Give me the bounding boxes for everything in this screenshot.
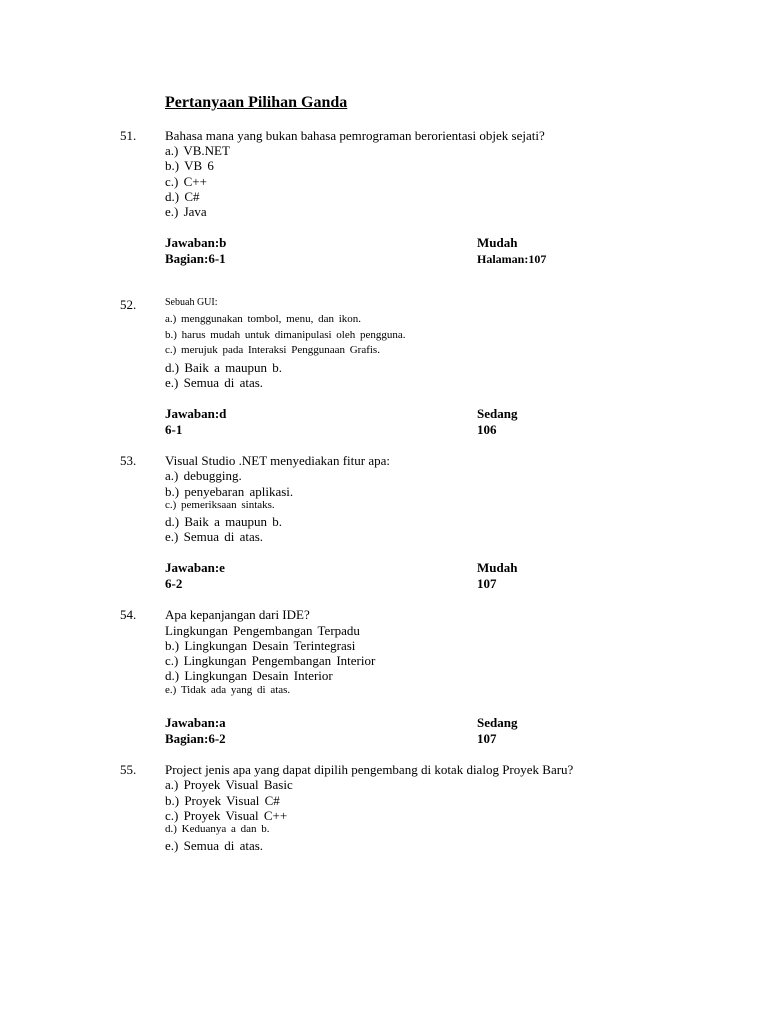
answer-label: Jawaban:d [165,406,227,421]
question-text: Project jenis apa yang dapat dipilih pengembang di kotak dialog Proyek Baru? [165,762,574,777]
option-a: Lingkungan Pengembangan Terpadu [165,623,360,638]
option-e: e.) Semua di atas. [165,838,264,853]
answer-label: Jawaban:a [165,715,226,730]
option-b: b.) Lingkungan Desain Terintegrasi [165,638,356,653]
option-c: c.) pemeriksaan sintaks. [165,499,275,511]
difficulty-label: Mudah [477,235,518,250]
option-c: c.) merujuk pada Interaksi Penggunaan Grafis. [165,344,380,356]
option-e: e.) Tidak ada yang di atas. [165,684,291,696]
option-d: d.) Keduanya a dan b. [165,823,270,835]
option-c: c.) Lingkungan Pengembangan Interior [165,653,376,668]
option-e: e.) Semua di atas. [165,375,264,390]
page-label: 107 [477,731,497,746]
section-label: 6-1 [165,422,183,437]
question-text: Sebuah GUI: [165,297,218,308]
option-e: e.) Java [165,204,207,219]
page-label: 106 [477,422,497,437]
section-label: Bagian:6-1 [165,251,226,266]
difficulty-label: Mudah [477,560,518,575]
option-b: b.) harus mudah untuk dimanipulasi oleh pengguna. [165,329,406,341]
difficulty-label: Sedang [477,406,518,421]
option-d: d.) Lingkungan Desain Interior [165,668,333,683]
option-d: d.) Baik a maupun b. [165,514,283,529]
page-title: Pertanyaan Pilihan Ganda [165,94,348,111]
question-text: Apa kepanjangan dari IDE? [165,607,310,622]
option-a: a.) debugging. [165,468,242,483]
option-a: a.) VB.NET [165,143,230,158]
page-label: Halaman:107 [477,252,547,266]
question-number: 51. [120,128,137,143]
option-b: b.) Proyek Visual C# [165,793,280,808]
question-text: Bahasa mana yang bukan bahasa pemrograman berorientasi objek sejati? [165,128,545,143]
page-label: 107 [477,576,497,591]
question-number: 55. [120,762,137,777]
option-d: d.) Baik a maupun b. [165,360,283,375]
answer-label: Jawaban:e [165,560,225,575]
difficulty-label: Sedang [477,715,518,730]
question-text: Visual Studio .NET menyediakan fitur apa: [165,453,390,468]
question-number: 52. [120,297,137,312]
option-a: a.) menggunakan tombol, menu, dan ikon. [165,313,362,325]
option-e: e.) Semua di atas. [165,529,264,544]
option-c: c.) Proyek Visual C++ [165,808,288,823]
option-d: d.) C# [165,189,200,204]
option-c: c.) C++ [165,174,207,189]
question-number: 54. [120,607,137,622]
option-b: b.) penyebaran aplikasi. [165,484,294,499]
section-label: Bagian:6-2 [165,731,226,746]
section-label: 6-2 [165,576,183,591]
option-a: a.) Proyek Visual Basic [165,777,293,792]
option-b: b.) VB 6 [165,158,214,173]
answer-label: Jawaban:b [165,235,227,250]
question-number: 53. [120,453,137,468]
